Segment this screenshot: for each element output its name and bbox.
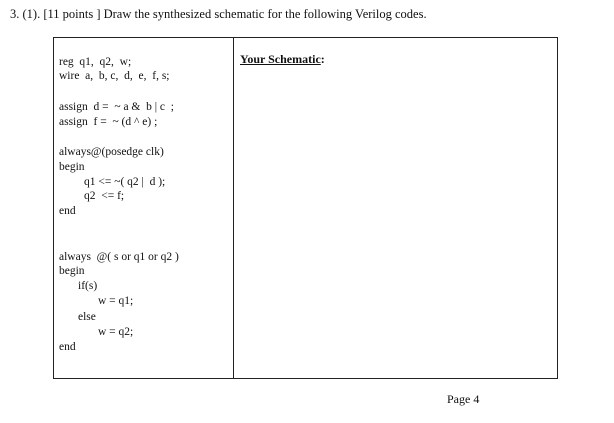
schematic-cell	[234, 38, 557, 378]
code-line: q1 <= ~( q2 | d );	[84, 176, 166, 188]
code-line: always @( s or q1 or q2 )	[59, 251, 179, 263]
code-line: w = q2;	[98, 326, 134, 338]
code-line: reg q1, q2, w;	[59, 56, 132, 68]
code-line: w = q1;	[98, 295, 134, 307]
answer-table	[53, 37, 558, 379]
code-line: else	[78, 311, 96, 323]
schematic-label-text: Your Schematic	[240, 52, 321, 66]
code-line: begin	[59, 265, 85, 277]
code-line: end	[59, 205, 76, 217]
code-line: if(s)	[78, 280, 98, 292]
code-line: end	[59, 341, 76, 353]
code-line: wire a, b, c, d, e, f, s;	[59, 70, 170, 82]
code-line: begin	[59, 161, 85, 173]
code-line: always@(posedge clk)	[59, 146, 164, 158]
schematic-label	[240, 52, 325, 67]
question-text: 3. (1). [11 points ] Draw the synthesized schematic for the following Verilog codes.	[10, 7, 427, 21]
code-line: assign d = ~ a & b | c ;	[59, 101, 174, 113]
verilog-code-cell	[54, 38, 234, 378]
page-number: Page 4	[447, 392, 480, 406]
schematic-label-colon: :	[320, 52, 325, 66]
code-line: q2 <= f;	[84, 190, 125, 202]
code-line: assign f = ~ (d ^ e) ;	[59, 116, 158, 128]
